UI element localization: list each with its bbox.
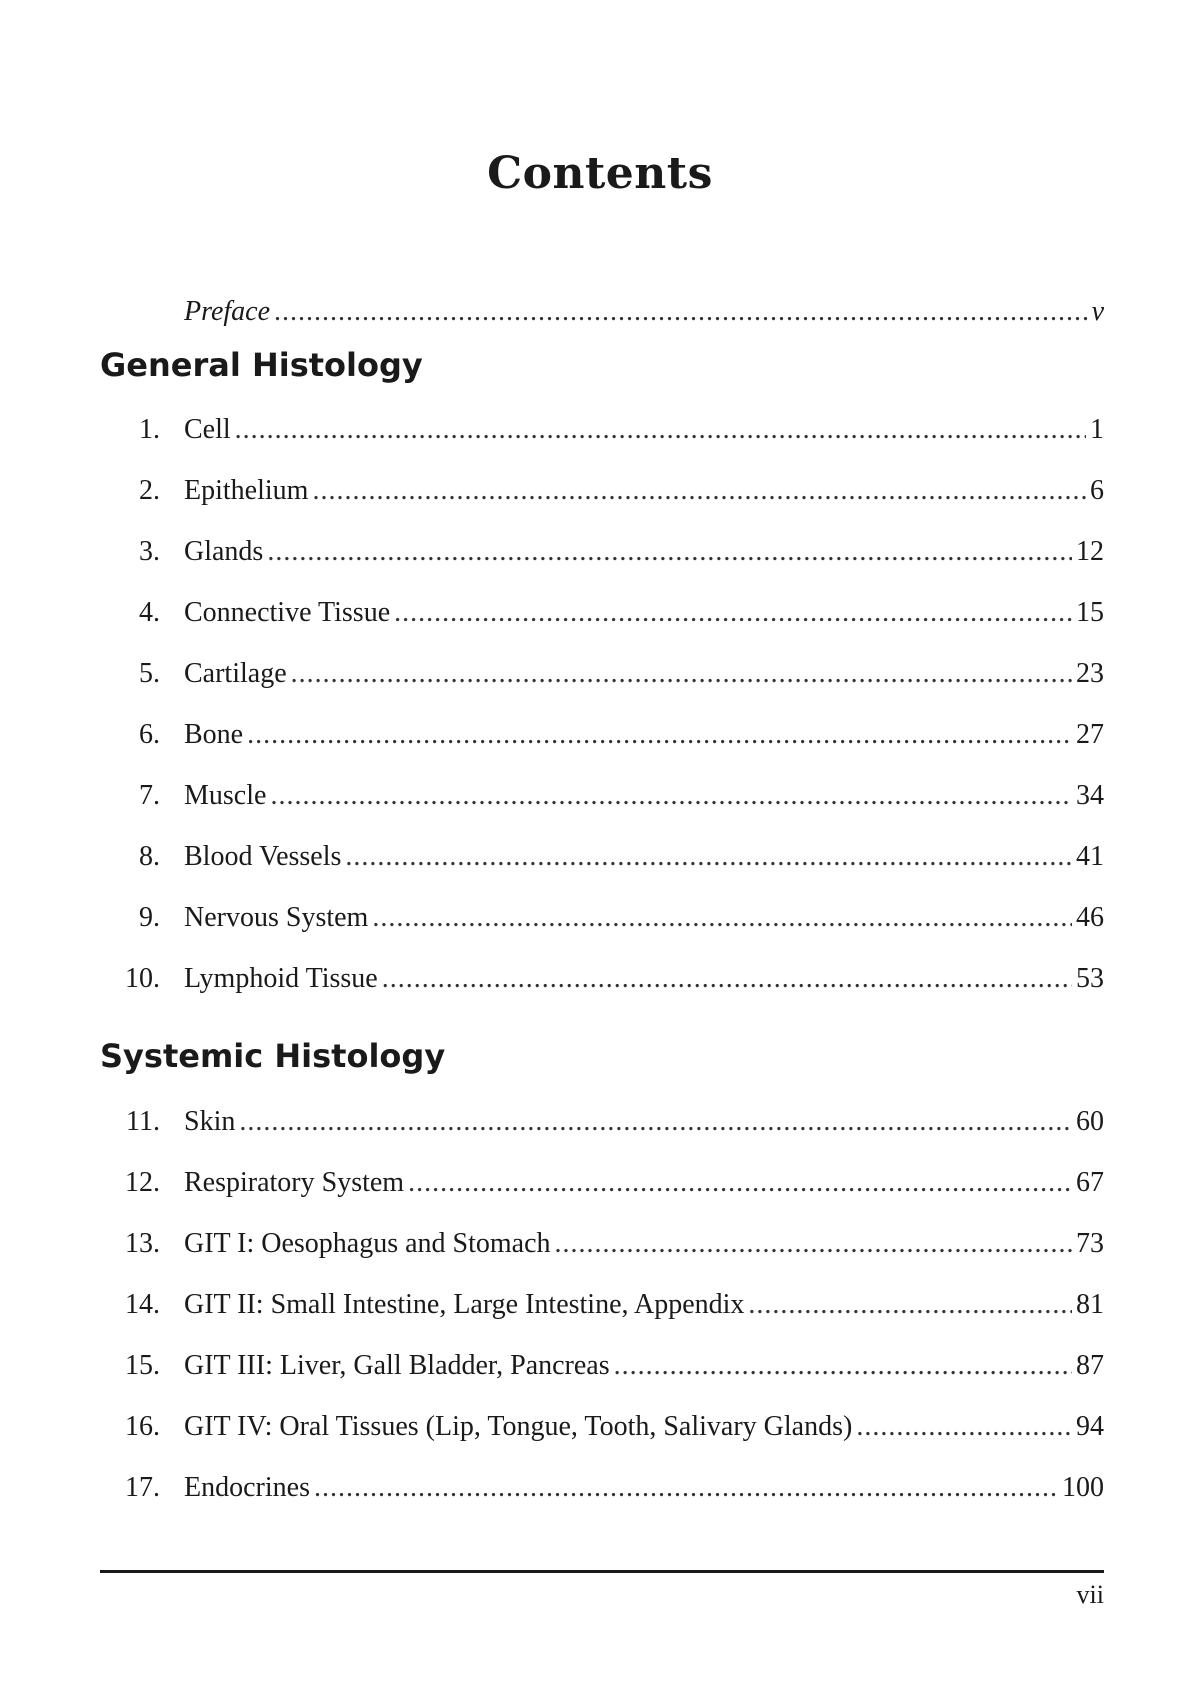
toc-entry[interactable] [100,780,1104,820]
entry-label: Cartilage [184,658,287,689]
entry-label: Endocrines [184,1472,310,1503]
entry-page: 87 [1076,1350,1104,1381]
entry-number: 1. [139,414,160,445]
toc-entry[interactable] [100,902,1104,942]
entry-number: 11. [126,1106,160,1137]
entry-number: 13. [125,1228,160,1259]
toc-entry[interactable] [100,1289,1104,1329]
dot-leader [555,1228,1072,1260]
entry-page: 23 [1076,658,1104,689]
entry-page: 60 [1076,1106,1104,1137]
entry-number: 6. [139,719,160,750]
dot-leader [748,1289,1072,1321]
toc-entry[interactable] [100,658,1104,698]
entry-label: GIT I: Oesophagus and Stomach [184,1228,551,1259]
entry-page: 27 [1076,719,1104,750]
entry-page: 12 [1076,536,1104,567]
toc-entry[interactable] [100,1350,1104,1390]
dot-leader [235,414,1086,446]
entry-page: 15 [1076,597,1104,628]
entry-number: 16. [125,1411,160,1442]
toc-entry[interactable] [100,963,1104,1003]
entry-page: 34 [1076,780,1104,811]
entry-number: 10. [125,963,160,994]
dot-leader [856,1411,1072,1443]
footer-rule [100,1570,1104,1573]
dot-leader [239,1106,1072,1138]
entry-page: 94 [1076,1411,1104,1442]
entry-label: Skin [184,1106,236,1137]
entry-label: Glands [184,536,264,567]
entry-number: 14. [125,1289,160,1320]
entry-number: 9. [139,902,160,933]
entry-number: 2. [139,475,160,506]
entry-label: GIT II: Small Intestine, Large Intestine, Appendix [184,1289,745,1320]
dot-leader [408,1167,1072,1199]
toc-entry[interactable] [100,597,1104,637]
entry-label: GIT III: Liver, Gall Bladder, Pancreas [184,1350,610,1381]
entry-page: 6 [1090,475,1104,506]
entry-label: Cell [184,414,231,445]
entry-number: 15. [125,1350,160,1381]
entry-label: Lymphoid Tissue [184,963,378,994]
entry-page: 81 [1076,1289,1104,1320]
entry-number: 5. [139,658,160,689]
entry-label: Respiratory System [184,1167,405,1198]
dot-leader [345,841,1072,873]
toc-entry[interactable] [100,1228,1104,1268]
dot-leader [291,658,1072,690]
entry-number: 7. [139,780,160,811]
toc-entry[interactable] [100,719,1104,759]
entry-page: 100 [1062,1472,1104,1503]
entry-number: 4. [139,597,160,628]
dot-leader [614,1350,1072,1382]
entry-number: 17. [125,1472,160,1503]
dot-leader [394,597,1072,629]
entry-number: 3. [139,536,160,567]
entry-label: GIT IV: Oral Tissues (Lip, Tongue, Tooth, Salivary Glands) [184,1411,853,1442]
toc-entry-preface[interactable] [100,296,1104,336]
dot-leader [247,719,1072,751]
entry-label: Bone [184,719,244,750]
entry-label: Blood Vessels [184,841,342,872]
entry-page: 67 [1076,1167,1104,1198]
dot-leader [312,475,1086,507]
toc-entry[interactable] [100,414,1104,454]
entry-page: 41 [1076,841,1104,872]
entry-page: 73 [1076,1228,1104,1259]
entry-number: 8. [139,841,160,872]
entry-label: Preface [184,296,271,327]
toc-entry[interactable] [100,475,1104,515]
entry-label: Connective Tissue [184,597,391,628]
toc-entry[interactable] [100,1106,1104,1146]
dot-leader [314,1472,1058,1504]
toc-entry[interactable] [100,1472,1104,1512]
dot-leader [372,902,1072,934]
section-heading-general: General Histology [100,346,423,384]
entry-number: 12. [125,1167,160,1198]
entry-label: Muscle [184,780,267,811]
entry-page: 1 [1090,414,1104,445]
page-number: vii [1076,1580,1104,1609]
dot-leader [274,296,1088,328]
toc-entry[interactable] [100,1167,1104,1207]
section-heading-systemic: Systemic Histology [100,1037,446,1075]
toc-entry[interactable] [100,1411,1104,1451]
entry-label: Nervous System [184,902,369,933]
entry-page: 46 [1076,902,1104,933]
entry-label: Epithelium [184,475,309,506]
page-title: Contents [487,148,713,199]
toc-entry[interactable] [100,536,1104,576]
dot-leader [267,536,1072,568]
dot-leader [270,780,1072,812]
dot-leader [382,963,1072,995]
entry-page: 53 [1076,963,1104,994]
entry-page: v [1091,296,1104,327]
toc-entry[interactable] [100,841,1104,881]
